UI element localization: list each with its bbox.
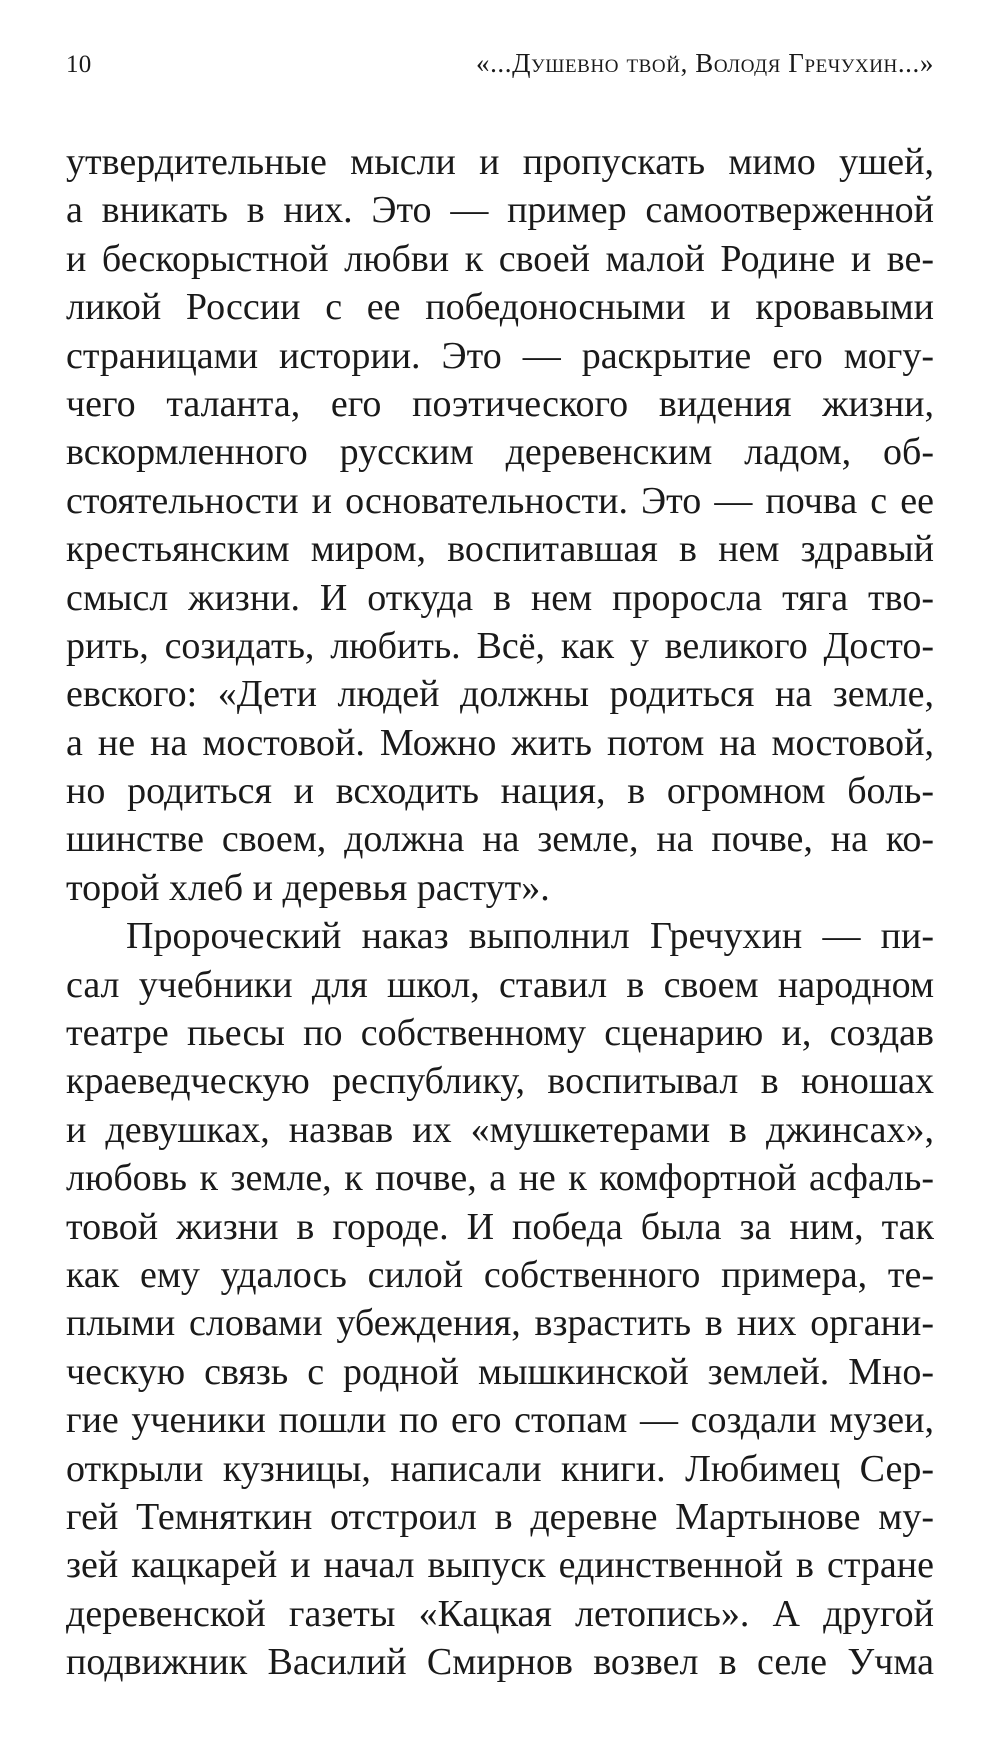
page-number: 10 <box>66 51 92 78</box>
text-line: страницами истории. Это — раскрытие его могу- <box>66 334 934 377</box>
body-text <box>66 138 934 1687</box>
text-line: ческую связь с родной мышкинской землей. Мно- <box>66 1350 934 1393</box>
text-line: но родиться и всходить нация, в огромном боль- <box>66 770 934 813</box>
text-line: и бескорыстной любви к своей малой Родине и ве- <box>66 237 934 280</box>
text-line: чего таланта, его поэтического видения жизни, <box>66 382 934 425</box>
text-line: зей кацкарей и начал выпуск единственной в стране <box>66 1544 934 1587</box>
text-line: смысл жизни. И откуда в нем проросла тяга тво- <box>66 576 934 619</box>
text-line: открыли кузницы, написали книги. Любимец Сер- <box>66 1447 934 1490</box>
text-line: евского: «Дети людей должны родиться на земле, <box>66 673 934 716</box>
text-line: шинстве своем, должна на земле, на почве, на ко- <box>66 818 934 861</box>
text-line: гей Темняткин отстроил в деревне Мартынове му- <box>66 1495 934 1538</box>
running-title: «...Душевно твой, Володя Гречухин...» <box>475 48 934 78</box>
text-line: рить, созидать, любить. Всё, как у великого Досто- <box>66 624 934 667</box>
text-line: стоятельности и основательности. Это — почва с ее <box>66 479 934 522</box>
text-line: крестьянским миром, воспитавшая в нем здравый <box>66 528 934 571</box>
text-line: утвердительные мысли и пропускать мимо ушей, <box>66 141 934 183</box>
text-line: деревенской газеты «Кацкая летопись». А другой <box>66 1592 934 1635</box>
text-line: любовь к земле, к почве, а не к комфортной асфаль- <box>66 1157 934 1200</box>
text-line: театре пьесы по собственному сценарию и, создав <box>66 1012 934 1055</box>
text-line: сал учебники для школ, ставил в своем народном <box>66 963 934 1006</box>
text-line-paragraph-start: Пророческий наказ выполнил Гречухин — пи- <box>126 915 934 958</box>
text-line: гие ученики пошли по его стопам — создали музеи, <box>66 1399 934 1442</box>
text-line: а вникать в них. Это — пример самоотверженной <box>66 189 934 232</box>
text-line: и девушках, назвав их «мушкетерами в джинсах», <box>66 1108 934 1151</box>
text-line: как ему удалось силой собственного примера, те- <box>66 1253 934 1296</box>
text-line: вскормленного русским деревенским ладом, об- <box>66 431 934 474</box>
text-line: товой жизни в городе. И победа была за ним, так <box>66 1205 934 1248</box>
text-line: ликой России с ее победоносными и кровавыми <box>66 286 934 329</box>
text-line: подвижник Василий Смирнов возвел в селе Учма <box>66 1641 934 1684</box>
running-head <box>66 48 934 88</box>
text-line: а не на мостовой. Можно жить потом на мостовой, <box>66 721 934 764</box>
text-line: плыми словами убеждения, взрастить в них органи- <box>66 1302 934 1345</box>
text-line-paragraph-end: торой хлеб и деревья растут». <box>66 866 550 909</box>
text-line: краеведческую республику, воспитывал в юношах <box>66 1060 934 1103</box>
